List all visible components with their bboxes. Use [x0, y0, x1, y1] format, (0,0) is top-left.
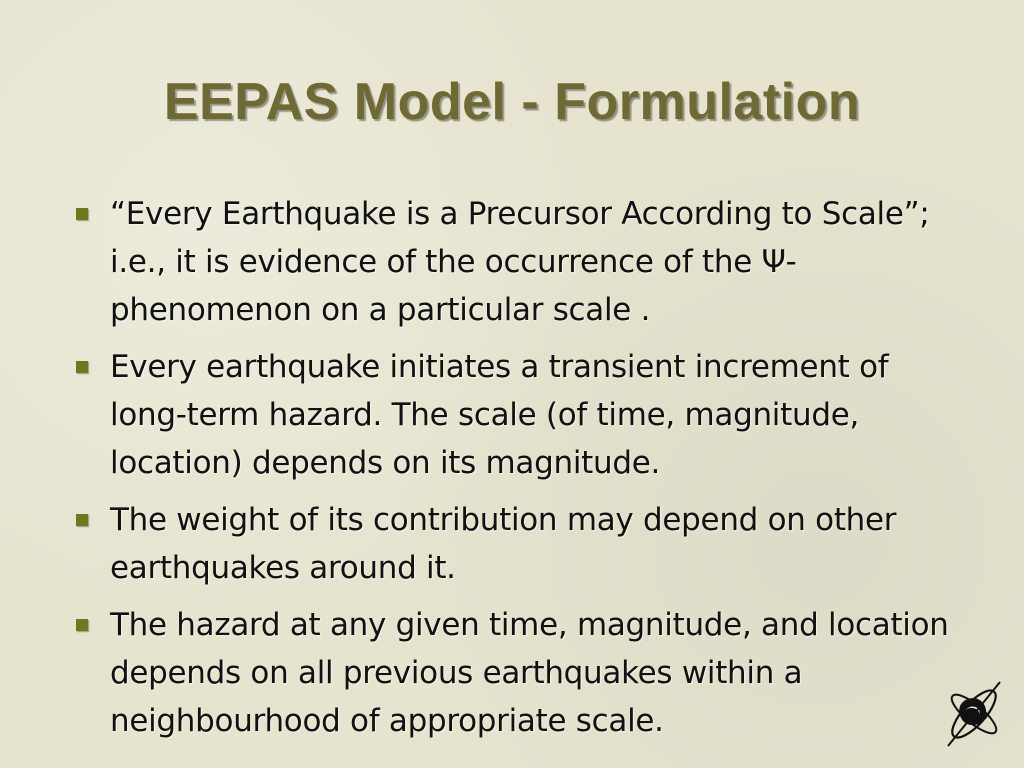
bullet-text: Every earthquake initiates a transient increment of long-term hazard. The scale (of time, magnitude, location) depends on its magnitude.	[110, 349, 889, 481]
bullet-item	[72, 496, 972, 592]
bullet-item	[72, 601, 972, 745]
bullet-text: The weight of its contribution may depend on other earthquakes around it.	[110, 502, 897, 586]
bullet-item	[72, 190, 972, 334]
square-bullet-icon	[76, 208, 88, 220]
bullet-text: The hazard at any given time, magnitude, and location depends on all previous earthquakes within a neighbourhood of appropriate scale.	[110, 607, 949, 739]
square-bullet-icon	[76, 361, 88, 373]
bullet-text: “Every Earthquake is a Precursor According to Scale”; i.e., it is evidence of the occurrence of the Ψ-phenomenon on a particular scale .	[110, 196, 930, 328]
bullet-list	[72, 190, 972, 754]
square-bullet-icon	[76, 514, 88, 526]
square-bullet-icon	[76, 619, 88, 631]
atom-orbit-logo-icon	[938, 676, 1010, 752]
bullet-item	[72, 343, 972, 487]
slide-title: EEPAS Model - Formulation	[163, 73, 861, 131]
